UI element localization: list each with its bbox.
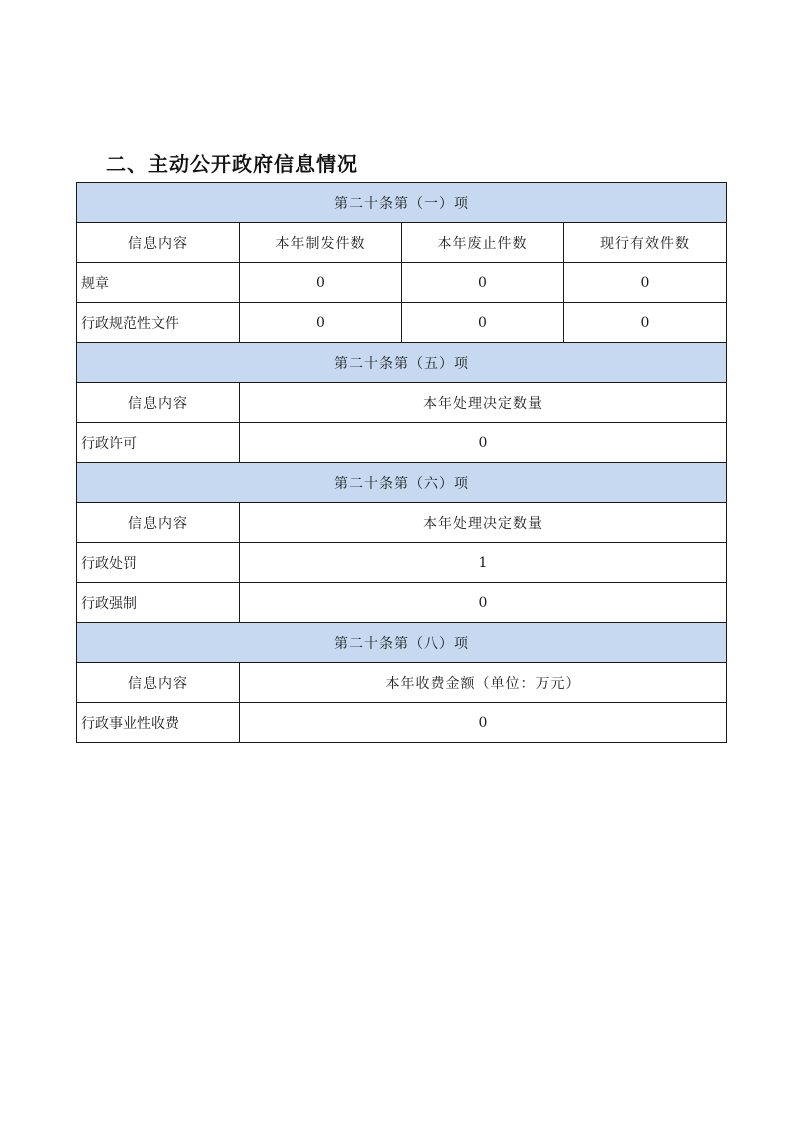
cell-value: 1 (240, 543, 727, 583)
column-header-row (77, 503, 727, 543)
info-disclosure-table (76, 182, 727, 743)
section-2-header: 第二十条第（五）项 (77, 343, 727, 383)
cell-value: 0 (240, 303, 402, 343)
col-info-content: 信息内容 (77, 503, 240, 543)
cell-value: 0 (564, 263, 727, 303)
cell-value: 0 (564, 303, 727, 343)
section-1-header: 第二十条第（一）项 (77, 183, 727, 223)
row-label: 行政强制 (77, 583, 240, 623)
section-header-row (77, 463, 727, 503)
row-label: 规章 (77, 263, 240, 303)
row-label: 行政事业性收费 (77, 703, 240, 743)
cell-value: 0 (240, 263, 402, 303)
col-abolished-count: 本年废止件数 (402, 223, 564, 263)
section-4-header: 第二十条第（八）项 (77, 623, 727, 663)
table-row (77, 583, 727, 623)
col-issued-count: 本年制发件数 (240, 223, 402, 263)
col-info-content: 信息内容 (77, 383, 240, 423)
col-info-content: 信息内容 (77, 663, 240, 703)
row-label: 行政处罚 (77, 543, 240, 583)
cell-value: 0 (402, 303, 564, 343)
column-header-row (77, 383, 727, 423)
col-info-content: 信息内容 (77, 223, 240, 263)
cell-value: 0 (402, 263, 564, 303)
cell-value: 0 (240, 703, 727, 743)
page-title: 二、主动公开政府信息情况 (106, 152, 358, 176)
column-header-row (77, 223, 727, 263)
table-row (77, 543, 727, 583)
section-3-header: 第二十条第（六）项 (77, 463, 727, 503)
table-row (77, 263, 727, 303)
section-header-row (77, 343, 727, 383)
cell-value: 0 (240, 583, 727, 623)
col-decision-count: 本年处理决定数量 (240, 503, 727, 543)
row-label: 行政许可 (77, 423, 240, 463)
col-effective-count: 现行有效件数 (564, 223, 727, 263)
col-decision-count: 本年处理决定数量 (240, 383, 727, 423)
col-fee-amount: 本年收费金额（单位：万元） (240, 663, 727, 703)
table-row (77, 303, 727, 343)
section-header-row (77, 623, 727, 663)
table-row (77, 423, 727, 463)
row-label: 行政规范性文件 (77, 303, 240, 343)
section-header-row (77, 183, 727, 223)
table-row (77, 703, 727, 743)
cell-value: 0 (240, 423, 727, 463)
column-header-row (77, 663, 727, 703)
